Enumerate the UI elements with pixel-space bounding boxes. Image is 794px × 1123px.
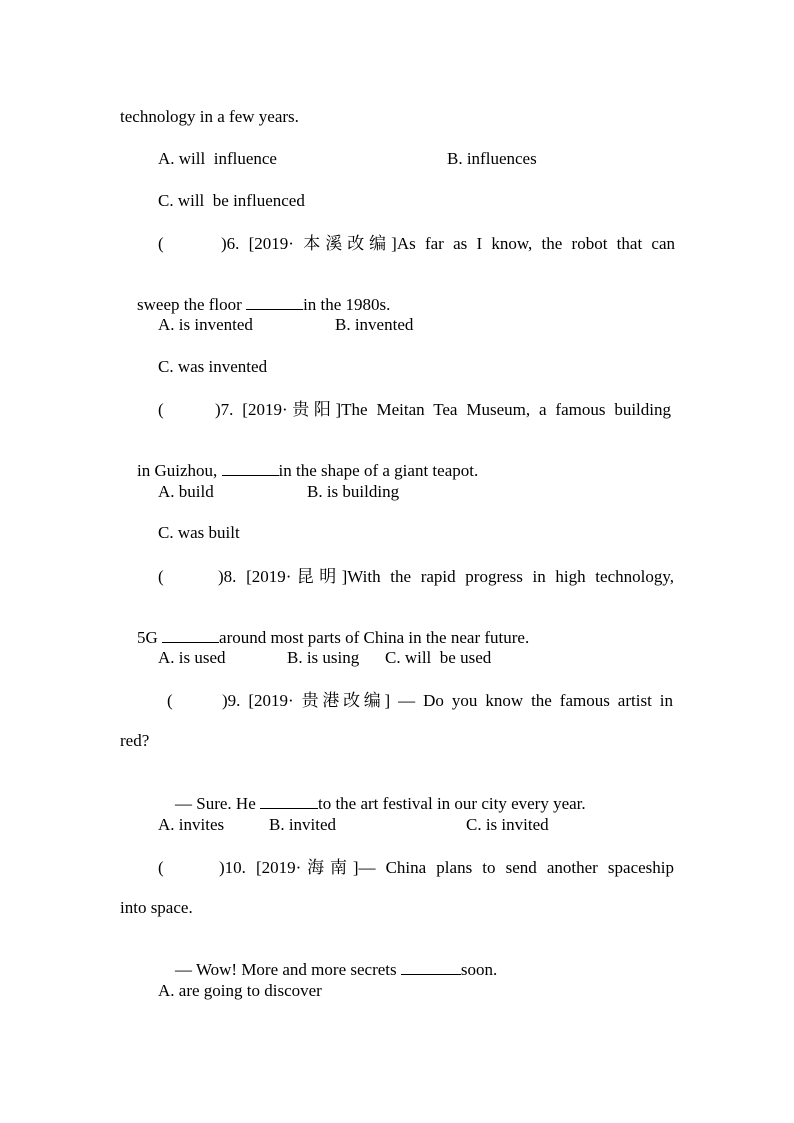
q10-stem-line3 (158, 939, 498, 979)
q8-paren-open: ( (158, 567, 164, 586)
q10-stem-pre: — Wow! More and more secrets (175, 960, 401, 979)
q5-option-b: B. influences (447, 149, 537, 168)
q9-paren-open: ( (167, 691, 173, 710)
q6-stem-post: in the 1980s. (303, 295, 391, 314)
q9-option-c: C. is invited (466, 815, 549, 834)
q5-option-c: C. will be influenced (158, 191, 305, 210)
q8-option-b: B. is using (287, 648, 360, 667)
q8-stem-post: around most parts of China in the near future. (219, 628, 530, 647)
q6-option-c: C. was invented (158, 357, 268, 376)
q9-stem-post: to the art festival in our city every year. (317, 794, 586, 813)
q8-stem-line1: )8. [2019·昆明]With the rapid progress in high technology, (218, 567, 674, 586)
q9-stem-line3 (158, 773, 586, 813)
q7-paren-open: ( (158, 400, 164, 419)
q9-stem-line1: )9. [2019· 贵港改编] — Do you know the famous artist in (222, 691, 673, 710)
q7-option-c: C. was built (158, 523, 240, 542)
q10-paren-open: ( (158, 858, 164, 877)
q9-option-a: A. invites (158, 815, 225, 834)
q6-paren-open: ( (158, 234, 164, 253)
q8-option-c: C. will be used (385, 648, 492, 667)
continuation-text: technology in a few years. (120, 107, 299, 126)
q9-stem-pre: — Sure. He (175, 794, 260, 813)
q6-stem-pre: sweep the floor (137, 295, 247, 314)
q6-option-b: B. invented (335, 315, 414, 334)
q6-option-a: A. is invented (158, 315, 253, 334)
q7-answer-blank (222, 460, 279, 476)
q10-option-a: A. are going to discover (158, 981, 322, 1000)
q10-stem-post: soon. (460, 960, 498, 979)
q7-option-a: A. build (158, 482, 214, 501)
q9-answer-blank (260, 793, 318, 809)
q7-stem-line2 (120, 440, 479, 480)
q5-option-a: A. will influence (158, 149, 277, 168)
q8-stem-line2 (120, 607, 530, 647)
q9-option-b: B. invited (269, 815, 337, 834)
q6-stem-line1: )6. [2019· 本溪改编]As far as I know, the robot that can (221, 234, 675, 253)
q7-stem-pre: in Guizhou, (137, 461, 222, 480)
q7-stem-post: in the shape of a giant teapot. (278, 461, 479, 480)
q8-stem-pre: 5G (137, 628, 163, 647)
q9-stem-line2: red? (120, 731, 150, 750)
q6-stem-line2 (120, 274, 391, 314)
q7-stem-line1: )7. [2019·贵阳]The Meitan Tea Museum, a famous building (215, 400, 671, 419)
q8-answer-blank (162, 627, 219, 643)
q10-stem-line1: )10. [2019·海南]— China plans to send another spaceship (219, 858, 674, 877)
q6-answer-blank (246, 294, 303, 310)
q10-answer-blank (401, 959, 461, 975)
q8-option-a: A. is used (158, 648, 226, 667)
q10-stem-line2: into space. (120, 898, 193, 917)
q7-option-b: B. is building (307, 482, 400, 501)
